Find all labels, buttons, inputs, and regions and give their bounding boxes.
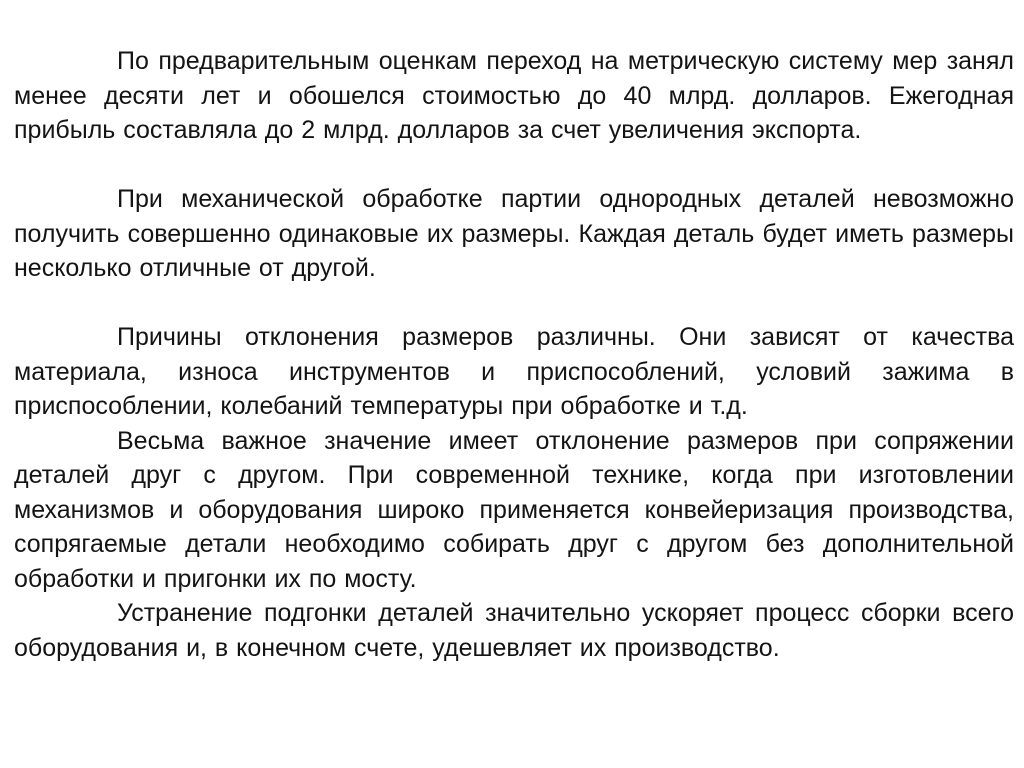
paragraph-fitting-elimination: Устранение подгонки деталей значительно ускоряет процесс сборки всего оборудования и, в конечном счете, удешевляет их производство.: [14, 599, 1014, 662]
paragraph-deviation-causes: Причины отклонения размеров различны. Они зависят от качества материала, износа инструментов и приспособлений, условий зажима в приспособлении, колебаний температуры при обработке и т.д.: [14, 323, 1014, 420]
paragraph-machining-variation: При механической обработке партии однородных деталей невозможно получить совершенно одинаковые их размеры. Каждая деталь будет иметь размеры несколько отличные от другой.: [14, 185, 1014, 282]
paragraph-mating-parts: Весьма важное значение имеет отклонение размеров при сопряжении деталей друг с другом. При современной технике, когда при изготовлении механизмов и оборудования широко применяется конвейеризация производства, сопрягаемые детали необходимо собирать друг с другом без дополнительной обработки и пригонки их по мосту.: [14, 426, 1014, 593]
paragraph-metric-transition: По предварительным оценкам переход на метрическую систему мер занял менее десяти лет и обошелся стоимостью до 40 млрд. долларов. Ежегодная прибыль составляла до 2 млрд. долларов за счет увеличения экспорта.: [14, 47, 1014, 144]
